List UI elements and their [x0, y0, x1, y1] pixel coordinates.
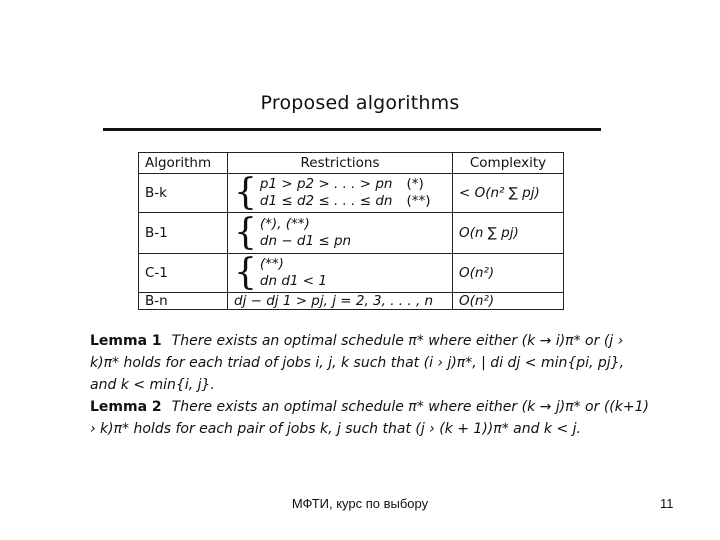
restrictions-cell [228, 254, 453, 293]
slide-title: Proposed algorithms [260, 92, 460, 114]
complexity-cell: O(n²) [453, 293, 564, 310]
table-row [139, 213, 564, 254]
lemma-text: There exists an optimal schedule π* where either (k → i)π* or (j › k)π* holds for each triad of jobs i, j, k such that (i › j)π*, | di dj < min{pi, pj}, and k < min{i, j}. [90, 333, 625, 393]
algorithm-cell: B-1 [139, 213, 228, 254]
lemmas-block [90, 330, 650, 440]
complexity-cell: O(n ∑ pj) [453, 213, 564, 254]
left-brace: { [234, 212, 257, 253]
complexity-cell: < O(n² ∑ pj) [453, 174, 564, 213]
algorithm-cell: B-n [139, 293, 228, 310]
restriction-line: (**) [259, 256, 284, 272]
restriction-line: d1 ≤ d2 ≤ . . . ≤ dn [259, 193, 393, 209]
restriction-line: dn − d1 ≤ pn [259, 233, 352, 249]
slide-footer: МФТИ, курс по выбору [291, 496, 429, 511]
restriction-line: (*), (**) [259, 216, 310, 232]
restriction-line: dn d1 < 1 [259, 273, 327, 289]
lemma-text: There exists an optimal schedule π* where either (k → j)π* or ((k+1) › k)π* holds for each pair of jobs k, j such that (j › (k + 1))π* and k < j. [90, 399, 649, 437]
table-row [139, 174, 564, 213]
table-row [139, 254, 564, 293]
left-brace: { [234, 252, 257, 293]
restriction-tag: (*) [406, 176, 424, 192]
complexity-cell: O(n²) [453, 254, 564, 293]
header-algorithm: Algorithm [139, 153, 228, 174]
restriction-line: p1 > p2 > . . . > pn [259, 176, 393, 192]
restrictions-cell: dj − dj 1 > pj, j = 2, 3, . . . , n [228, 293, 453, 310]
restrictions-cell [228, 213, 453, 254]
title-rule [103, 128, 601, 131]
lemma-1 [90, 330, 650, 396]
restriction-tag: (**) [406, 193, 431, 209]
table-header-row [139, 153, 564, 174]
table-row [139, 293, 564, 310]
algorithm-cell: B-k [139, 174, 228, 213]
algorithms-table [138, 152, 564, 310]
header-restrictions: Restrictions [228, 153, 453, 174]
left-brace: { [234, 172, 257, 213]
algorithm-cell: C-1 [139, 254, 228, 293]
header-complexity: Complexity [453, 153, 564, 174]
restrictions-cell [228, 174, 453, 213]
lemma-label: Lemma 2 [90, 399, 162, 415]
lemma-label: Lemma 1 [90, 333, 162, 349]
page-number: 11 [660, 496, 674, 511]
lemma-2 [90, 396, 650, 440]
